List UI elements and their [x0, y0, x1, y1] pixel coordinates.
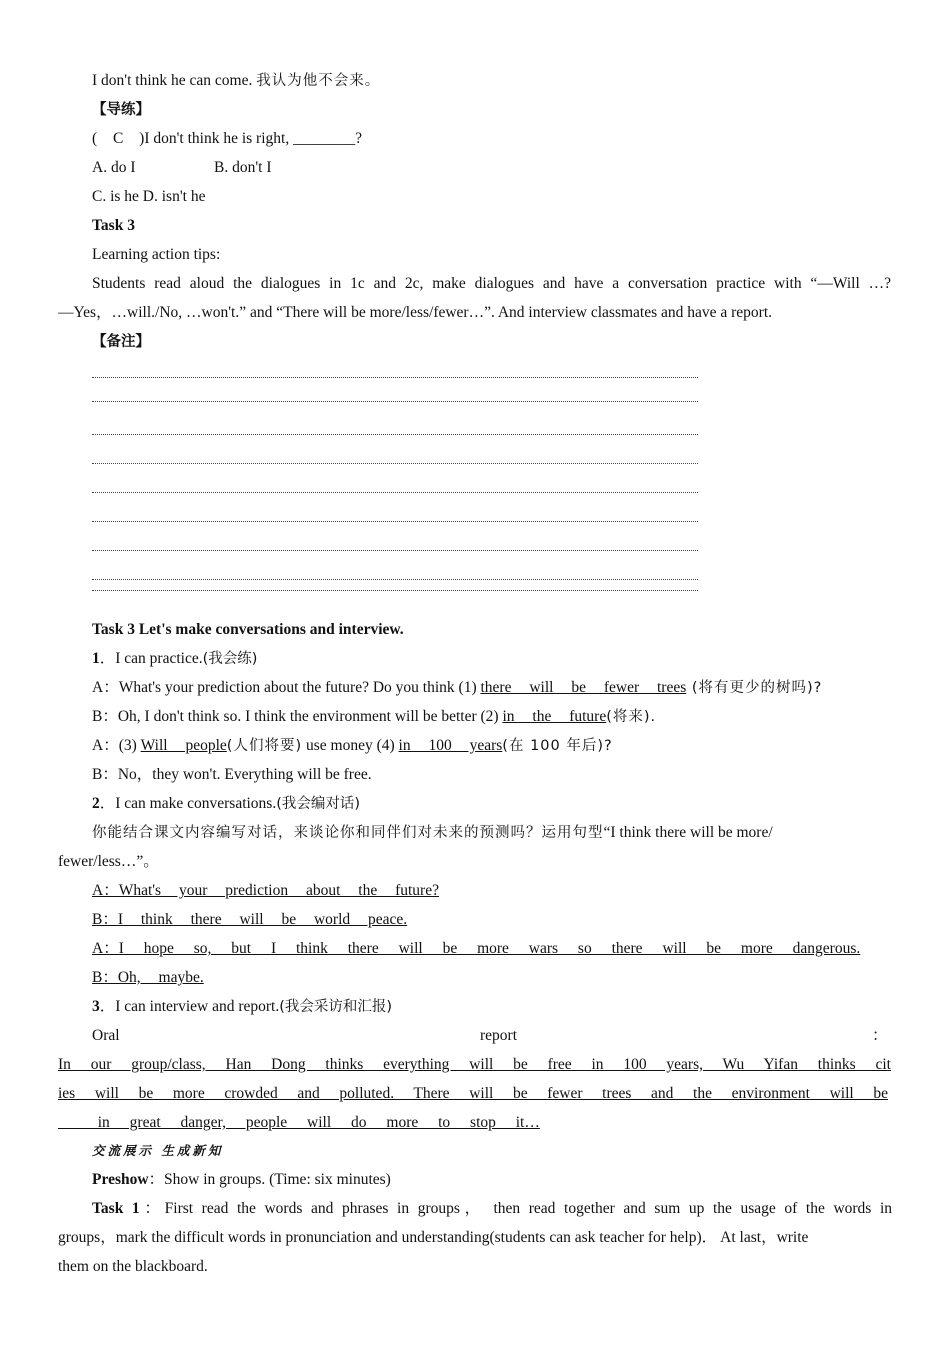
note-line	[92, 401, 698, 402]
answer-blank: Will people	[140, 737, 227, 754]
option-cd: C. is he D. isn't he	[92, 188, 206, 205]
dialogue-line: A：What's your prediction about the future?	[92, 882, 439, 899]
report-line: in great danger, people will do more to stop it…	[58, 1114, 540, 1131]
example-cn: 我认为他不会来。	[256, 73, 381, 89]
report-line: In our group/class, Han Dong thinks everything will be free in 100 years, Wu Yifan thinks cit	[58, 1056, 891, 1073]
report-line: ies will be more crowded and polluted. There will be fewer trees and the environment will be	[58, 1085, 888, 1102]
example-sentence	[92, 71, 380, 91]
practice-line-b1	[92, 707, 656, 727]
line-text: B：Oh, I don't think so. I think the environment will be better (2)	[92, 708, 503, 725]
oral-report-colon: ：	[872, 1027, 888, 1044]
line-cn: (人们将要)	[226, 738, 303, 754]
section-3-heading	[92, 997, 392, 1017]
dialogue-line: B：Oh, maybe.	[92, 969, 204, 986]
section-cn: (我会采访和汇报)	[279, 999, 393, 1015]
option-a: A. do I	[92, 159, 136, 176]
section-2-intro-line2: fewer/less…”。	[58, 853, 159, 870]
section-text: ．I can interview and report.	[99, 998, 280, 1015]
line-cn: (在 100 年后)?	[502, 738, 613, 754]
section-cn: (我会编对话)	[276, 796, 361, 812]
note-line	[92, 590, 698, 591]
line-cn: (将来).	[606, 709, 657, 725]
example-en: I don't think he can come.	[92, 72, 253, 89]
line-text: A：What's your prediction about the future? Do you think (1)	[92, 679, 481, 696]
exchange-heading: 交流展示 生成新知	[92, 1143, 224, 1158]
guide-question	[92, 129, 362, 149]
guide-heading: 【导练】	[92, 102, 150, 118]
section-number: 3	[92, 998, 100, 1015]
answer-blank: there will be fewer trees	[480, 679, 687, 696]
oral-report-word: report	[480, 1027, 518, 1044]
dialogue-line: B：I think there will be world peace.	[92, 911, 408, 928]
task1-line3: them on the blackboard.	[58, 1258, 208, 1275]
task1-line2: groups，mark the difficult words in pronunciation and understanding(students can ask teacher for help)． At last，write	[58, 1229, 809, 1246]
task3-conv-title: Task 3 Let's make conversations and interview.	[92, 621, 404, 638]
tips-para-line2: —Yes，…will./No, …won't.” and “There will be more/less/fewer…”. And interview classmates and have a report.	[58, 304, 773, 321]
practice-line-a2	[92, 736, 613, 756]
preshow-label: Preshow	[92, 1171, 149, 1188]
section-number: 2	[92, 795, 100, 812]
note-line	[92, 521, 698, 522]
question-text: )I don't think he is right, ________?	[139, 130, 362, 147]
section-1-heading	[92, 649, 257, 669]
line-text: A：(3)	[92, 737, 141, 754]
intro-en: “I think there will be more/	[603, 824, 773, 841]
intro-cn: 你能结合课文内容编写对话，来谈论你和同伴们对未来的预测吗？运用句型	[92, 825, 604, 841]
task1-label: Task 1	[92, 1200, 140, 1217]
line-text: use money (4)	[302, 737, 399, 754]
tips-para-line1: Students read aloud the dialogues in 1c and 2c, make dialogues and have a conversation practice with “—Will …?	[92, 275, 891, 292]
note-line	[92, 492, 698, 493]
line-cn: (将有更少的树吗)?	[686, 680, 823, 696]
section-number: 1	[92, 650, 100, 667]
task1-text: ：First read the words and phrases in groups， then read together and sum up the usage of the words in	[139, 1200, 892, 1217]
practice-line-a1	[92, 678, 822, 698]
dialogue-line: A：I hope so, but I think there will be more wars so there will be more dangerous.	[92, 940, 861, 957]
practice-line-b2: B：No，they won't. Everything will be free.	[92, 766, 372, 783]
preshow-text: ：Show in groups. (Time: six minutes)	[148, 1171, 391, 1188]
question-answer: C	[113, 130, 124, 147]
answer-blank: in 100 years	[398, 737, 503, 754]
note-line	[92, 579, 698, 580]
note-line	[92, 463, 698, 464]
section-2-intro-line1	[92, 823, 773, 843]
tips-label: Learning action tips:	[92, 246, 221, 263]
option-b: B. don't I	[214, 159, 272, 176]
section-text: ．I can practice.	[99, 650, 203, 667]
preshow-line	[92, 1170, 391, 1190]
answer-blank: in the future	[502, 708, 607, 725]
task3-title: Task 3	[92, 217, 135, 234]
note-line	[92, 550, 698, 551]
notes-heading: 【备注】	[92, 334, 150, 350]
task1-line1	[92, 1199, 892, 1219]
note-line	[92, 377, 698, 378]
section-text: ．I can make conversations.	[99, 795, 277, 812]
question-prefix: (	[92, 130, 98, 147]
note-line	[92, 434, 698, 435]
section-2-heading	[92, 794, 360, 814]
section-cn: (我会练)	[202, 651, 258, 667]
oral-report-word: Oral	[92, 1027, 120, 1044]
